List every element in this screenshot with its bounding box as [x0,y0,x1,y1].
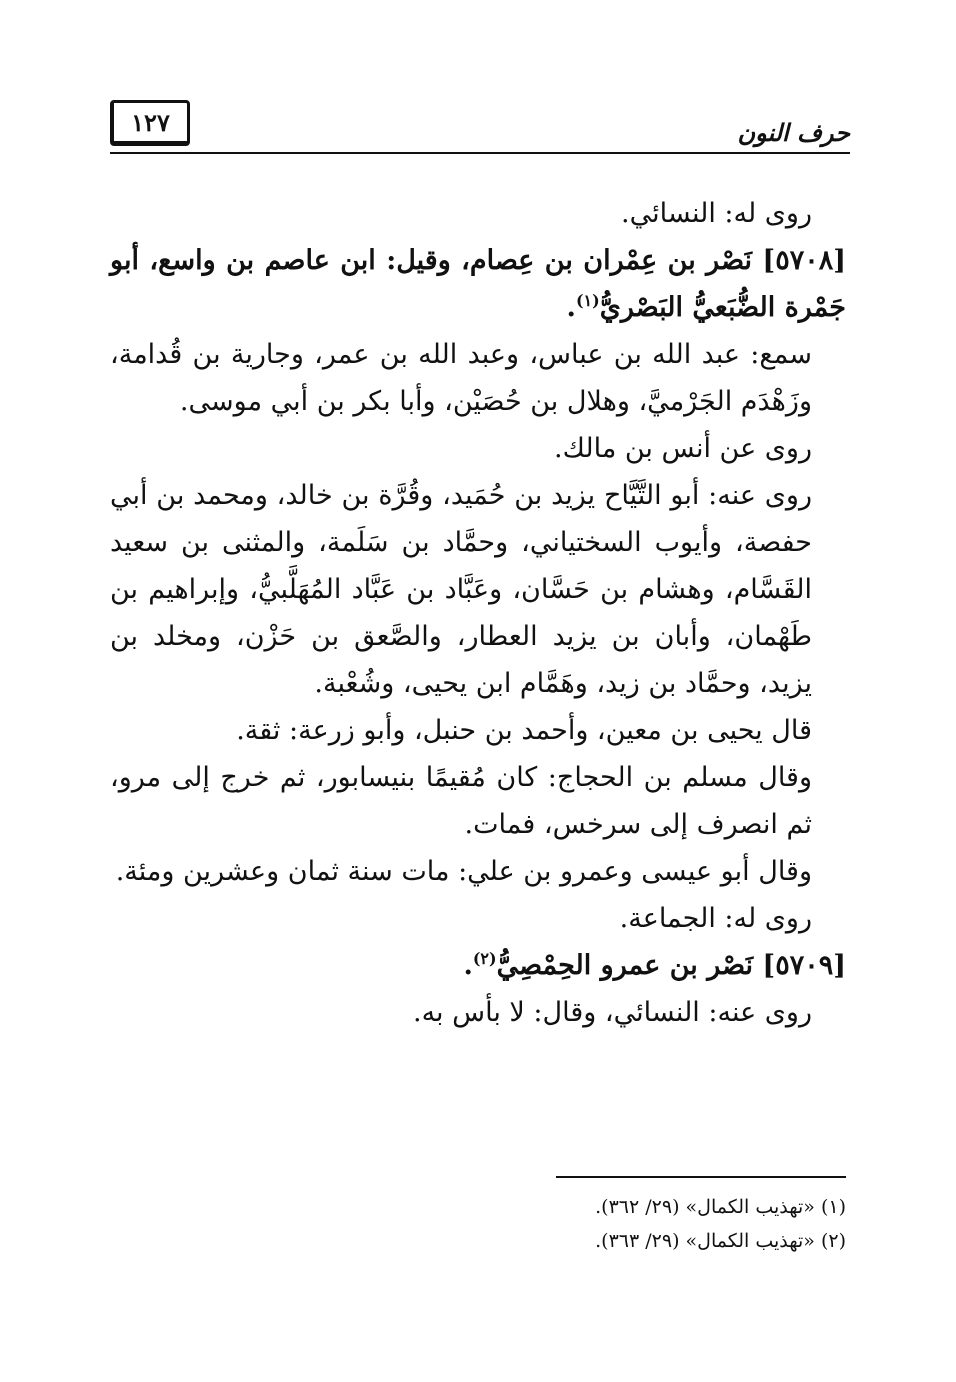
running-header-title: حرف النون [737,118,850,147]
footnote-1: (١) «تهذيب الكمال» (٢٩/ ٣٦٢). [595,1196,846,1218]
paragraph-muslim-said: وقال مسلم بن الحجاج: كان مُقيمًا بنيسابور، ثم خرج إلى مرو، ثم انصرف إلى سرخس، فمات. [110,762,812,840]
footnote-ref-1: (١) [575,291,600,310]
paragraph-narrators: روى له: النسائي. [621,198,812,229]
page-header [110,100,850,160]
footnote-2: (٢) «تهذيب الكمال» (٢٩/ ٣٦٣). [595,1230,846,1252]
footnote-divider [556,1176,846,1178]
paragraph-heard-from: سمع: عبد الله بن عباس، وعبد الله بن عمر، وجارية بن قُدامة، وزَهْدَم الجَرْميَّ، وهلال بن حُصَيْن، وأبا بكر بن أبي موسى. [110,339,812,417]
paragraph-nasai: روى عنه: النسائي، وقال: لا بأس به. [412,997,812,1028]
main-text [110,190,846,1036]
footnote-ref-2: (٢) [472,949,497,968]
paragraph-narrated-by: روى عنه: أبو التَّيَّاح يزيد بن حُمَيد، وقُرَّة بن خالد، ومحمد بن أبي حفصة، وأيوب السختياني، وحمَّاد بن سَلَمة، والمثنى بن سعيد القَسَّام، وهشام بن حَسَّان، وعَبَّاد بن عَبَّاد المُهَلَّبيُّ، وإبراهيم بن طَهْمان، وأبان بن يزيد العطار، والصَّعق بن حَزْن، ومخلد بن يزيد، وحمَّاد بن زيد، وهَمَّام ابن يحيى، وشُعْبة. [110,480,812,699]
page-number: ١٢٧ [110,100,190,146]
entry-heading-period: . [463,950,473,981]
paragraph-narrated-from: روى عن أنس بن مالك. [554,433,812,464]
paragraph-narrators-group: روى له: الجماعة. [619,903,812,934]
entry-heading-text: [٥٧٠٩] نَصْر بن عمرو الحِمْصِيُّ [496,950,846,981]
entry-heading-5709 [110,942,846,989]
paragraph-trustworthy: قال يحيى بن معين، وأحمد بن حنبل، وأبو زرعة: ثقة. [236,715,812,746]
entry-heading-5708 [110,237,846,331]
entry-heading-period: . [566,292,576,323]
paragraph-death: وقال أبو عيسى وعمرو بن علي: مات سنة ثمان وعشرين ومئة. [115,856,812,887]
entry-heading-text: [٥٧٠٨] نَصْر بن عِمْران بن عِصام، وقيل: ابن عاصم بن واسع، أبو جَمْرة الضُّبَعيُّ البَصْريُّ [110,245,846,323]
footnotes [110,1190,846,1258]
header-divider [110,152,850,154]
